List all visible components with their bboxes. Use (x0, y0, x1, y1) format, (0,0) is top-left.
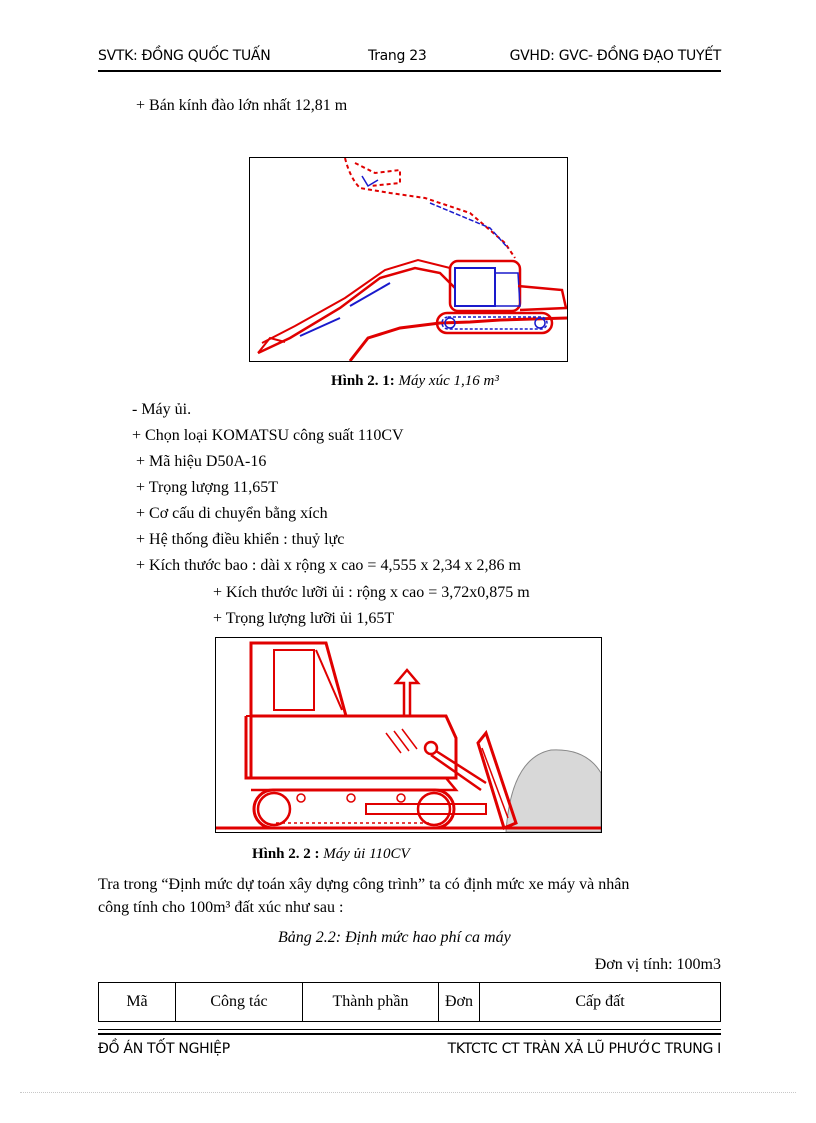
header-advisor: GVHD: GVC- ĐỒNG ĐẠO TUYẾT (509, 48, 721, 64)
dozer-mechanism-line: + Cơ cấu di chuyển bằng xích (136, 505, 328, 522)
dozer-dimensions-line: + Kích thước bao : dài x rộng x cao = 4,555 x 2,34 x 2,86 m (136, 557, 521, 574)
col-header-unit: Đơn (439, 983, 480, 1022)
figure1-title: Máy xúc 1,16 m³ (398, 373, 499, 389)
blade-weight-line: + Trọng lượng lưỡi ủi 1,65T (213, 610, 395, 627)
bulldozer-drawing (216, 638, 601, 832)
dozer-weight-line: + Trọng lượng 11,65T (136, 479, 279, 496)
figure1-label: Hình 2. 1: (331, 373, 395, 389)
footer-left: ĐỒ ÁN TỐT NGHIỆP (98, 1041, 230, 1057)
blade-size-line: + Kích thước lưỡi ủi : rộng x cao = 3,72x0,875 m (213, 584, 530, 601)
col-header-soil-grade: Cấp đất (480, 983, 721, 1022)
page-footer (98, 1041, 721, 1061)
table-unit: Đơn vị tính: 100m3 (594, 956, 721, 973)
table-caption: Bảng 2.2: Định mức hao phí ca máy (278, 929, 511, 946)
footer-rule-bottom (98, 1033, 721, 1035)
excavator-radius-line: + Bán kính đào lớn nhất 12,81 m (136, 97, 348, 114)
bulldozer-figure (215, 637, 602, 833)
excavator-figure (249, 157, 568, 362)
machine-cost-table (98, 982, 721, 1022)
page-header (98, 48, 721, 68)
dozer-heading: - Máy ủi. (132, 401, 192, 418)
dozer-choose-line: + Chọn loại KOMATSU công suất 110CV (132, 427, 404, 444)
figure2-title: Máy ủi 110CV (323, 846, 410, 862)
excavator-drawing (250, 158, 567, 361)
table-header-row (99, 983, 721, 1022)
figure2-caption (252, 846, 410, 863)
col-header-work: Công tác (176, 983, 303, 1022)
page-bottom-divider (20, 1092, 796, 1093)
figure1-caption (331, 373, 499, 390)
dozer-control-line: + Hệ thống điều khiển : thuỷ lực (136, 531, 345, 548)
paragraph-line-2: công tính cho 100m³ đất xúc như sau : (98, 899, 344, 916)
paragraph-line-1: Tra trong “Định mức dự toán xây dựng công trình” ta có định mức xe máy và nhân (98, 876, 630, 893)
header-rule (98, 70, 721, 72)
col-header-code: Mã (99, 983, 176, 1022)
footer-right: TKTCTC CT TRÀN XẢ LŨ PHƯỚC TRUNG I (447, 1041, 721, 1057)
col-header-component: Thành phần (303, 983, 439, 1022)
footer-rule-top (98, 1029, 721, 1030)
header-page-number: Trang 23 (368, 48, 427, 64)
header-student: SVTK: ĐỒNG QUỐC TUẤN (98, 48, 271, 64)
figure2-label: Hình 2. 2 : (252, 846, 320, 862)
dozer-code-line: + Mã hiệu D50A-16 (136, 453, 267, 470)
